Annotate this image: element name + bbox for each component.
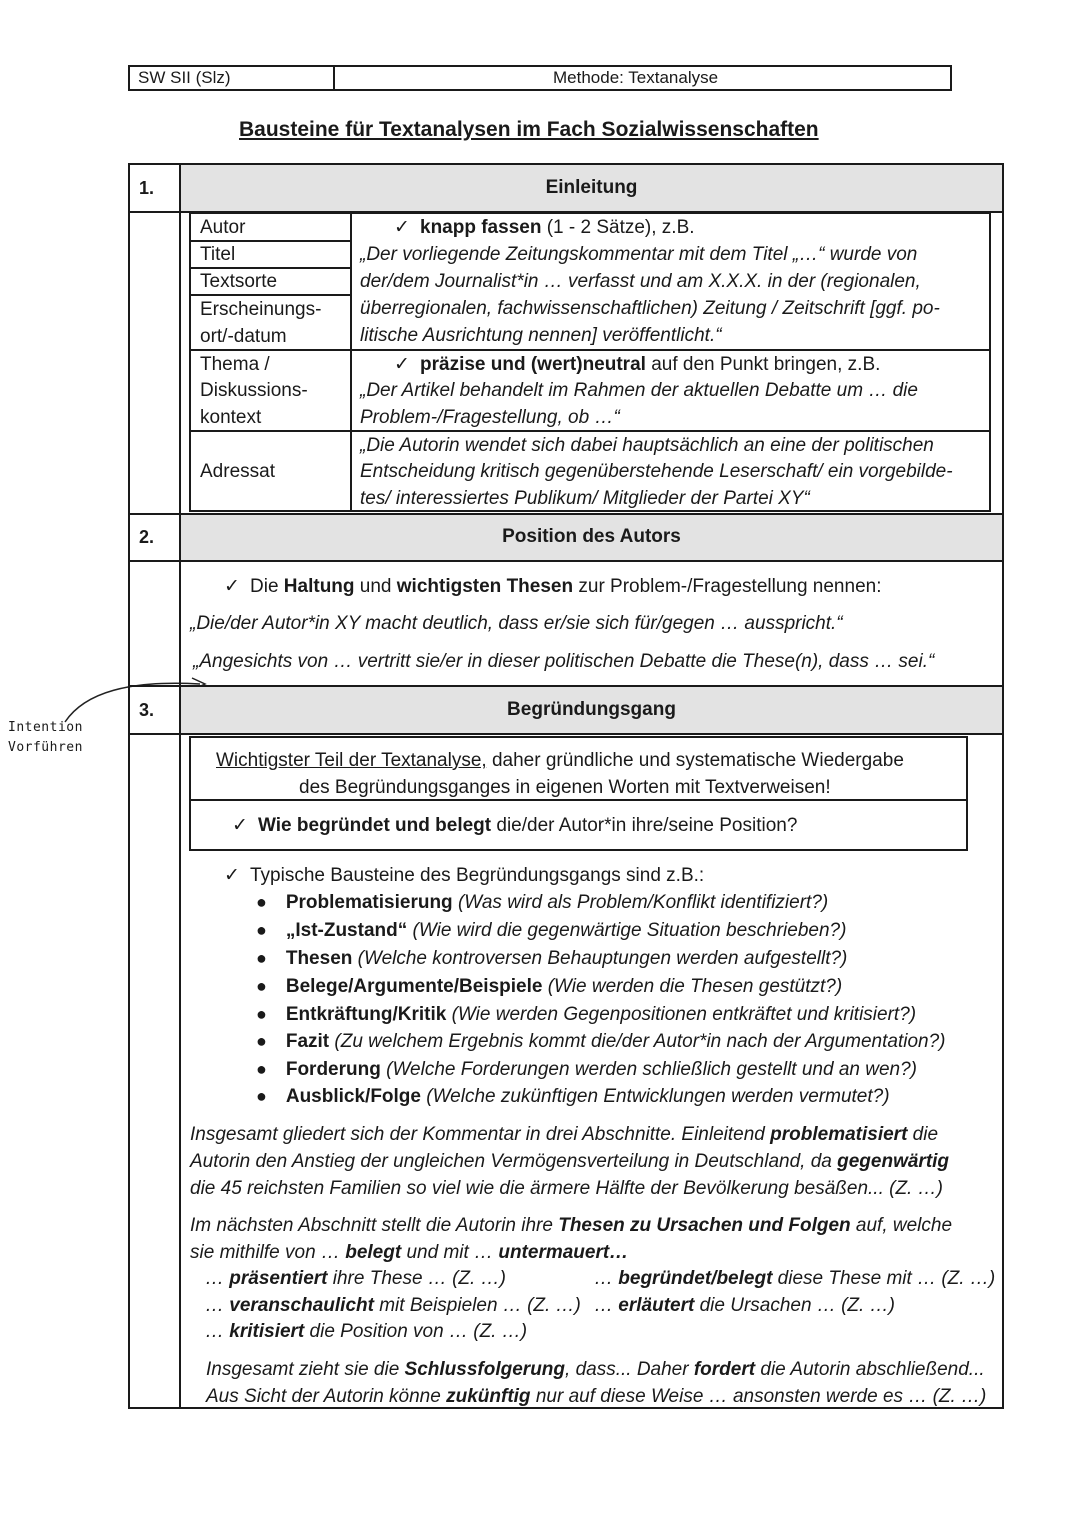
label-diskussions: Diskussions- bbox=[200, 380, 308, 401]
para-3-text: nur auf diese Weise … ansonsten werde es … (Z. …) bbox=[530, 1386, 987, 1407]
bullet-icon: ● bbox=[256, 920, 267, 940]
intro-check-1 bbox=[394, 214, 695, 241]
intro-check-1-bold: knapp fassen bbox=[420, 217, 542, 238]
label-erscheinungs: Erscheinungs- bbox=[200, 299, 322, 320]
intro-example-1-line-4: litische Ausrichtung nennen] veröffentlicht.“ bbox=[360, 325, 722, 346]
checkmark-icon: ✓ bbox=[224, 576, 240, 597]
bullet-desc: (Wie werden Gegenpositionen entkräftet und kritisiert?) bbox=[446, 1004, 917, 1025]
phrase-erlaeutert bbox=[594, 1292, 895, 1319]
label-titel: Titel bbox=[200, 244, 236, 265]
bullet-desc: (Was wird als Problem/Konflikt identifiziert?) bbox=[452, 892, 829, 913]
intro-check-2-rest: auf den Punkt bringen, z.B. bbox=[645, 354, 881, 375]
intro-example-2-line-2: Problem-/Fragestellung, ob …“ bbox=[360, 407, 620, 428]
reasoning-question-rest: die/der Autor*in ihre/seine Position? bbox=[491, 815, 798, 836]
important-note-line-1-rest: daher gründliche und systematische Wiedergabe bbox=[486, 750, 904, 771]
bullet-icon: ● bbox=[256, 1059, 267, 1079]
intro-example-1-line-3: überregionalen, fachwissenschaftlichen) Zeitung / Zeitschrift [ggf. po- bbox=[360, 298, 940, 319]
list-item-ist-zustand bbox=[256, 917, 846, 944]
bullet-desc: (Welche zukünftigen Entwicklungen werden vermutet?) bbox=[420, 1086, 890, 1107]
bullet-desc: (Wie werden die Thesen gestützt?) bbox=[542, 976, 843, 997]
typical-blocks-intro bbox=[224, 862, 704, 889]
phrase-post: mit Beispielen … (Z. …) bbox=[373, 1295, 581, 1316]
label-ort-datum: ort/-datum bbox=[200, 326, 287, 347]
para-3-text: die Autorin abschließend... bbox=[755, 1359, 985, 1380]
bullet-icon: ● bbox=[256, 948, 267, 968]
checkmark-icon: ✓ bbox=[394, 217, 410, 238]
phrase-pre: … bbox=[594, 1268, 619, 1289]
para-1-problematisiert: problematisiert bbox=[770, 1124, 908, 1145]
bullet-icon: ● bbox=[256, 892, 267, 912]
margin-note-vorfuehren: Vorführen bbox=[8, 740, 83, 755]
list-item-forderung bbox=[256, 1056, 917, 1083]
list-item-thesen bbox=[256, 945, 847, 972]
position-quote-1: „Die/der Autor*in XY macht deutlich, dass er/sie sich für/gegen … ausspricht.“ bbox=[190, 613, 843, 634]
intro-check-2-bold: präzise und (wert)neutral bbox=[420, 354, 646, 375]
bullet-desc: (Welche Forderungen werden schließlich gestellt und an wen?) bbox=[380, 1059, 917, 1080]
para-1-text: Autorin den Anstieg der ungleichen Vermögensverteilung in Deutschland, da bbox=[190, 1151, 838, 1172]
example-para-2-line-1 bbox=[190, 1212, 952, 1239]
position-check bbox=[224, 573, 881, 600]
important-note-line-2: des Begründungsganges in eigenen Worten mit Textverweisen! bbox=[299, 777, 831, 798]
para-1-text: Insgesamt gliedert sich der Kommentar in drei Abschnitte. Einleitend bbox=[190, 1124, 771, 1145]
bullet-desc: (Wie wird die gegenwärtige Situation beschrieben?) bbox=[407, 920, 847, 941]
bullet-term: Forderung bbox=[285, 1059, 381, 1080]
intro-check-1-rest: (1 - 2 Sätze), z.B. bbox=[541, 217, 695, 238]
example-para-1-line-2 bbox=[190, 1148, 949, 1175]
phrase-kritisiert bbox=[205, 1318, 527, 1345]
section-2-header-line bbox=[128, 560, 1004, 562]
phrase-bold: kritisiert bbox=[229, 1321, 305, 1342]
example-para-1-line-3: die 45 reichsten Familien so viel wie die ärmere Hälfte der Bevölkerung besäßen... (Z. …) bbox=[190, 1178, 943, 1199]
list-item-problematisierung bbox=[256, 889, 828, 916]
para-2-untermauert: untermauert… bbox=[498, 1242, 629, 1263]
para-3-fordert: fordert bbox=[693, 1359, 756, 1380]
example-para-2-line-2 bbox=[190, 1239, 628, 1266]
bullet-icon: ● bbox=[256, 1004, 267, 1024]
phrase-begruendet bbox=[594, 1265, 995, 1292]
intro-example-2-line-1: „Der Artikel behandelt im Rahmen der aktuellen Debatte um … die bbox=[360, 380, 918, 401]
bullet-icon: ● bbox=[256, 1086, 267, 1106]
position-quote-2: „Angesichts von … vertritt sie/er in dieser politischen Debatte die These(n), dass … sei.“ bbox=[193, 651, 935, 672]
phrase-pre: … bbox=[594, 1295, 619, 1316]
label-textsorte: Textsorte bbox=[200, 271, 278, 292]
bullet-desc: (Zu welchem Ergebnis kommt die/der Autor*in nach der Argumentation?) bbox=[329, 1031, 946, 1052]
phrase-pre: … bbox=[205, 1321, 230, 1342]
section-3-title: Begründungsgang bbox=[507, 699, 676, 720]
reasoning-question bbox=[232, 812, 797, 839]
bullet-term: Thesen bbox=[285, 948, 353, 969]
example-para-3-line-1 bbox=[206, 1356, 985, 1383]
phrase-post: die Position von … (Z. …) bbox=[304, 1321, 528, 1342]
bullet-term: „Ist-Zustand“ bbox=[285, 920, 408, 941]
section-2-number: 2. bbox=[139, 527, 155, 547]
example-para-1-line-1 bbox=[190, 1121, 938, 1148]
phrase-pre: … bbox=[205, 1295, 230, 1316]
phrase-bold: erläutert bbox=[618, 1295, 695, 1316]
position-check-text-3: zur Problem-/Fragestellung nennen: bbox=[573, 576, 882, 597]
label-autor: Autor bbox=[200, 217, 246, 238]
bullet-term: Ausblick/Folge bbox=[285, 1086, 421, 1107]
para-2-thesen: Thesen zu Ursachen und Folgen bbox=[558, 1215, 851, 1236]
position-check-thesen: wichtigsten Thesen bbox=[396, 576, 574, 597]
bullet-desc: (Welche kontroversen Behauptungen werden aufgestellt?) bbox=[352, 948, 848, 969]
checkmark-icon: ✓ bbox=[394, 354, 410, 375]
intro-inner-divider bbox=[350, 212, 352, 512]
section-3-header-line bbox=[128, 733, 1004, 735]
typical-blocks-intro-text: Typische Bausteine des Begründungsgangs sind z.B.: bbox=[250, 865, 705, 886]
para-3-text: Insgesamt zieht sie die bbox=[206, 1359, 405, 1380]
intro-check-2 bbox=[394, 351, 880, 378]
bullet-icon: ● bbox=[256, 1031, 267, 1051]
phrase-veranschaulicht bbox=[205, 1292, 581, 1319]
para-3-text: , dass... Daher bbox=[565, 1359, 694, 1380]
position-check-haltung: Haltung bbox=[283, 576, 355, 597]
para-1-gegenwaertig: gegenwärtig bbox=[837, 1151, 950, 1172]
list-item-belege bbox=[256, 973, 842, 1000]
label-kontext: kontext bbox=[200, 407, 262, 428]
important-note-underlined: Wichtigster Teil der Textanalyse, bbox=[216, 750, 487, 771]
checkmark-icon: ✓ bbox=[232, 815, 248, 836]
phrase-post: diese These mit … (Z. …) bbox=[772, 1268, 996, 1289]
para-2-text: auf, welche bbox=[850, 1215, 953, 1236]
para-2-text: Im nächsten Abschnitt stellt die Autorin ihre bbox=[190, 1215, 559, 1236]
para-2-text: und mit … bbox=[401, 1242, 499, 1263]
intro-example-1-line-1: „Der vorliegende Zeitungskommentar mit dem Titel „…“ wurde von bbox=[360, 244, 918, 265]
important-note-line-1 bbox=[216, 747, 904, 774]
section-1-title: Einleitung bbox=[545, 177, 638, 198]
list-item-fazit bbox=[256, 1028, 946, 1055]
section-3-number: 3. bbox=[139, 700, 155, 720]
phrase-bold: veranschaulicht bbox=[229, 1295, 374, 1316]
header-box bbox=[128, 65, 952, 91]
reasoning-question-bold: Wie begründet und belegt bbox=[258, 815, 492, 836]
phrase-post: die Ursachen … (Z. …) bbox=[694, 1295, 895, 1316]
section-1-number: 1. bbox=[139, 178, 155, 198]
course-label: SW SII (Slz) bbox=[138, 68, 231, 87]
bullet-term: Entkräftung/Kritik bbox=[285, 1004, 447, 1025]
label-thema: Thema / bbox=[200, 354, 270, 375]
para-3-text: Aus Sicht der Autorin könne bbox=[206, 1386, 447, 1407]
header-divider bbox=[333, 65, 335, 91]
intro-example-3-line-2: Entscheidung kritisch gegenüberstehende Leserschaft/ ein vorgebilde- bbox=[360, 461, 953, 482]
phrase-praesentiert bbox=[205, 1265, 506, 1292]
phrase-pre: … bbox=[205, 1268, 230, 1289]
para-2-belegt: belegt bbox=[345, 1242, 402, 1263]
number-column-divider bbox=[179, 163, 181, 1409]
intro-example-3-line-3: tes/ interessiertes Publikum/ Mitglieder der Partei XY“ bbox=[360, 488, 810, 509]
phrase-bold: begründet/belegt bbox=[618, 1268, 773, 1289]
checkmark-icon: ✓ bbox=[224, 865, 240, 886]
list-item-ausblick bbox=[256, 1083, 890, 1110]
phrase-post: ihre These … (Z. …) bbox=[327, 1268, 506, 1289]
bullet-term: Problematisierung bbox=[285, 892, 453, 913]
example-para-3-line-2 bbox=[206, 1383, 986, 1410]
para-1-text: die bbox=[907, 1124, 939, 1145]
label-adressat: Adressat bbox=[200, 461, 275, 482]
page-title: Bausteine für Textanalysen im Fach Sozialwissenschaften bbox=[239, 118, 819, 141]
intro-example-1-line-2: der/dem Journalist*in … verfasst und am X.X.X. in der (regionalen, bbox=[360, 271, 921, 292]
para-3-zukuenftig: zukünftig bbox=[446, 1386, 531, 1407]
margin-note-intention: Intention bbox=[8, 720, 83, 735]
position-check-text-1: Die bbox=[250, 576, 284, 597]
para-3-schlussfolgerung: Schlussfolgerung bbox=[404, 1359, 566, 1380]
method-label: Methode: Textanalyse bbox=[553, 68, 719, 87]
bullet-term: Fazit bbox=[285, 1031, 330, 1052]
intro-example-3-line-1: „Die Autorin wendet sich dabei hauptsächlich an eine der politischen bbox=[360, 435, 934, 456]
phrase-bold: präsentiert bbox=[229, 1268, 328, 1289]
position-check-text-2: und bbox=[354, 576, 397, 597]
section-2-title: Position des Autors bbox=[502, 526, 681, 547]
list-item-entkraeftung bbox=[256, 1001, 916, 1028]
para-2-text: sie mithilfe von … bbox=[190, 1242, 346, 1263]
bullet-term: Belege/Argumente/Beispiele bbox=[285, 976, 543, 997]
bullet-icon: ● bbox=[256, 976, 267, 996]
